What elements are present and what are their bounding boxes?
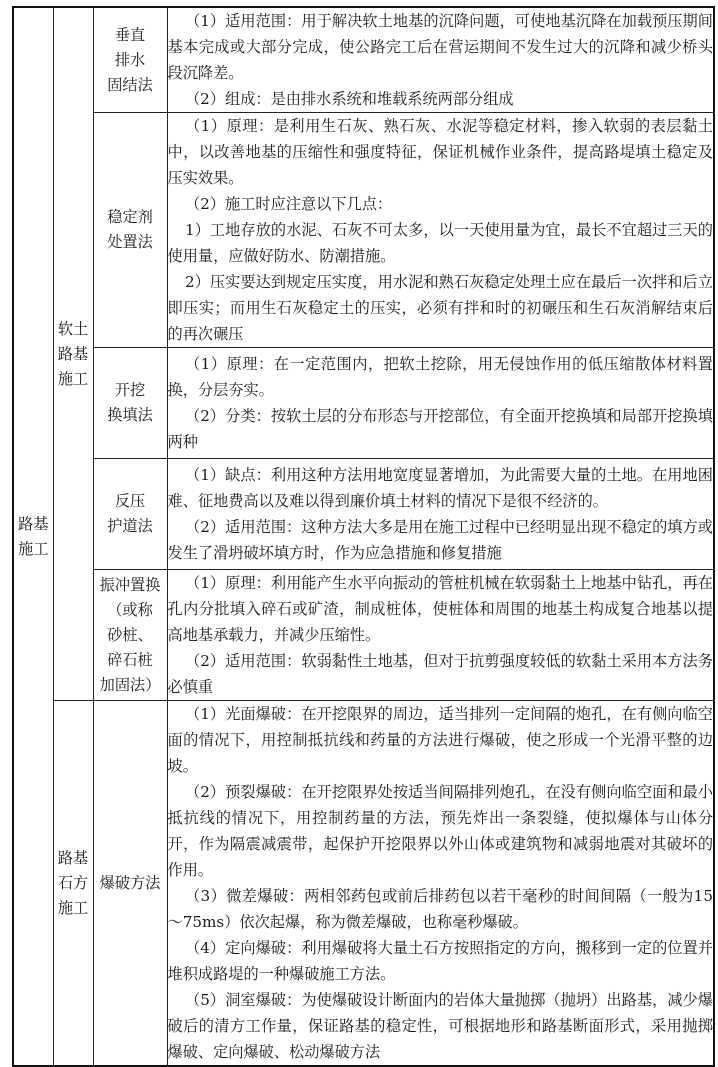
- content-paragraph: （1）适用范围：用于解决软土地基的沉降问题，可使地基沉降在加载预压期间基本完成或大部分完成，使公路完工后在营运期间不发生过大的沉降和减少桥头段沉降差。: [167, 12, 713, 82]
- content-paragraph: （1）原理：在一定范围内，把软土挖除，用无侵蚀作用的低压缩散体材料置换，分层夯实。: [167, 355, 713, 399]
- table-row: [13, 459, 714, 570]
- content-cell: [167, 459, 714, 570]
- content-cell: [167, 7, 714, 113]
- content-paragraph: （4）定向爆破：利用爆破将大量土石方按照指定的方向，搬移到一定的位置并堆积成路堤的一种爆破施工方法。: [167, 939, 713, 983]
- method-cell: 反压 护道法: [93, 459, 167, 570]
- content-paragraph: （2）适用范围：这种方法大多是用在施工过程中已经明显出现不稳定的填方或发生了滑坍破坏填方时，作为应急措施和修复措施: [167, 518, 713, 562]
- content-paragraph: 2）压实要达到规定压实度，用水泥和熟石灰稳定处理土应在最后一次拌和后立即压实；而用生石灰稳定土的压实，必须有拌和时的初碾压和生石灰消解结束后的再次碾压: [167, 273, 713, 343]
- method-cell: 稳定剂 处置法: [93, 113, 167, 348]
- table-row: [13, 348, 714, 459]
- content-paragraph: （2）组成：是由排水系统和堆载系统两部分组成: [184, 90, 514, 108]
- document-page: [12, 6, 713, 1061]
- group-cell-soft-soil: 软土 路基 施工: [53, 7, 93, 701]
- table-row: [13, 570, 714, 701]
- content-paragraph: （2）适用范围：软弱黏性土地基，但对于抗剪强度较低的软黏土采用本方法务必慎重: [167, 652, 713, 696]
- content-paragraph: （1）原理：利用能产生水平向振动的管桩机械在软弱黏土上地基中钻孔，再在孔内分批填入碎石或矿渣，制成桩体，使桩体和周围的地基土构成复合地基以提高地基承载力，并减少压缩性。: [167, 574, 713, 644]
- group-cell-rock: 路基 石方 施工: [53, 701, 93, 1067]
- content-cell: [167, 701, 714, 1067]
- content-paragraph: （5）洞室爆破：为使爆破设计断面内的岩体大量抛掷（抛坍）出路基，减少爆破后的清方工作量，保证路基的稳定性，可根据地形和路基断面形式，采用抛掷爆破、定向爆破、松动爆破方法: [167, 991, 713, 1061]
- content-paragraph: （1）原理：是利用生石灰、熟石灰、水泥等稳定材料，掺入软弱的表层黏土中，以改善地基的压缩性和强度特征，保证机械作业条件，提高路堤填土稳定及压实效果。: [167, 117, 713, 187]
- category-cell: 路基 施工: [13, 7, 53, 1066]
- method-cell: 开挖 换填法: [93, 348, 167, 459]
- content-cell: [167, 113, 714, 348]
- content-paragraph: 1）工地存放的水泥、石灰不可太多，以一天使用量为宜，最长不宜超过三天的使用量，应做好防水、防潮措施。: [167, 221, 713, 265]
- content-paragraph: （1）光面爆破：在开挖限界的周边，适当排列一定间隔的炮孔，在有侧向临空面的情况下，用控制抵抗线和药量的方法进行爆破，使之形成一个光滑平整的边坡。: [167, 705, 713, 775]
- table-row: [13, 7, 714, 113]
- content-cell: [167, 348, 714, 459]
- method-cell: 振冲置换 （或称 砂桩、 碎石桩 加固法）: [93, 570, 167, 701]
- method-cell: 爆破方法: [93, 701, 167, 1067]
- content-paragraph: （2）施工时应注意以下几点：: [184, 195, 393, 213]
- content-cell: [167, 570, 714, 701]
- roadbed-construction-table: [12, 6, 715, 1067]
- content-paragraph: （1）缺点：利用这种方法用地宽度显著增加，为此需要大量的土地。在用地困难、征地费高以及难以得到廉价填土材料的情况下是很不经济的。: [167, 466, 713, 510]
- content-paragraph: （2）预裂爆破：在开挖限界处按适当间隔排列炮孔，在没有侧向临空面和最小抵抗线的情况下，用控制药量的方法，预先炸出一条裂缝，使拟爆体与山体分开，作为隔震减震带，起保护开挖限界以外山体或建筑物和减弱地震对其破坏的作用。: [167, 783, 713, 879]
- method-cell: 垂直 排水 固结法: [93, 7, 167, 113]
- table-row: [13, 701, 714, 1067]
- content-paragraph: （2）分类：按软土层的分布形态与开挖部位，有全面开挖换填和局部开挖换填两种: [167, 407, 713, 451]
- content-paragraph: （3）微差爆破：两相邻药包或前后排药包以若干毫秒的时间间隔（一般为15～75ms）依次起爆，称为微差爆破，也称毫秒爆破。: [167, 887, 713, 931]
- table-row: [13, 113, 714, 348]
